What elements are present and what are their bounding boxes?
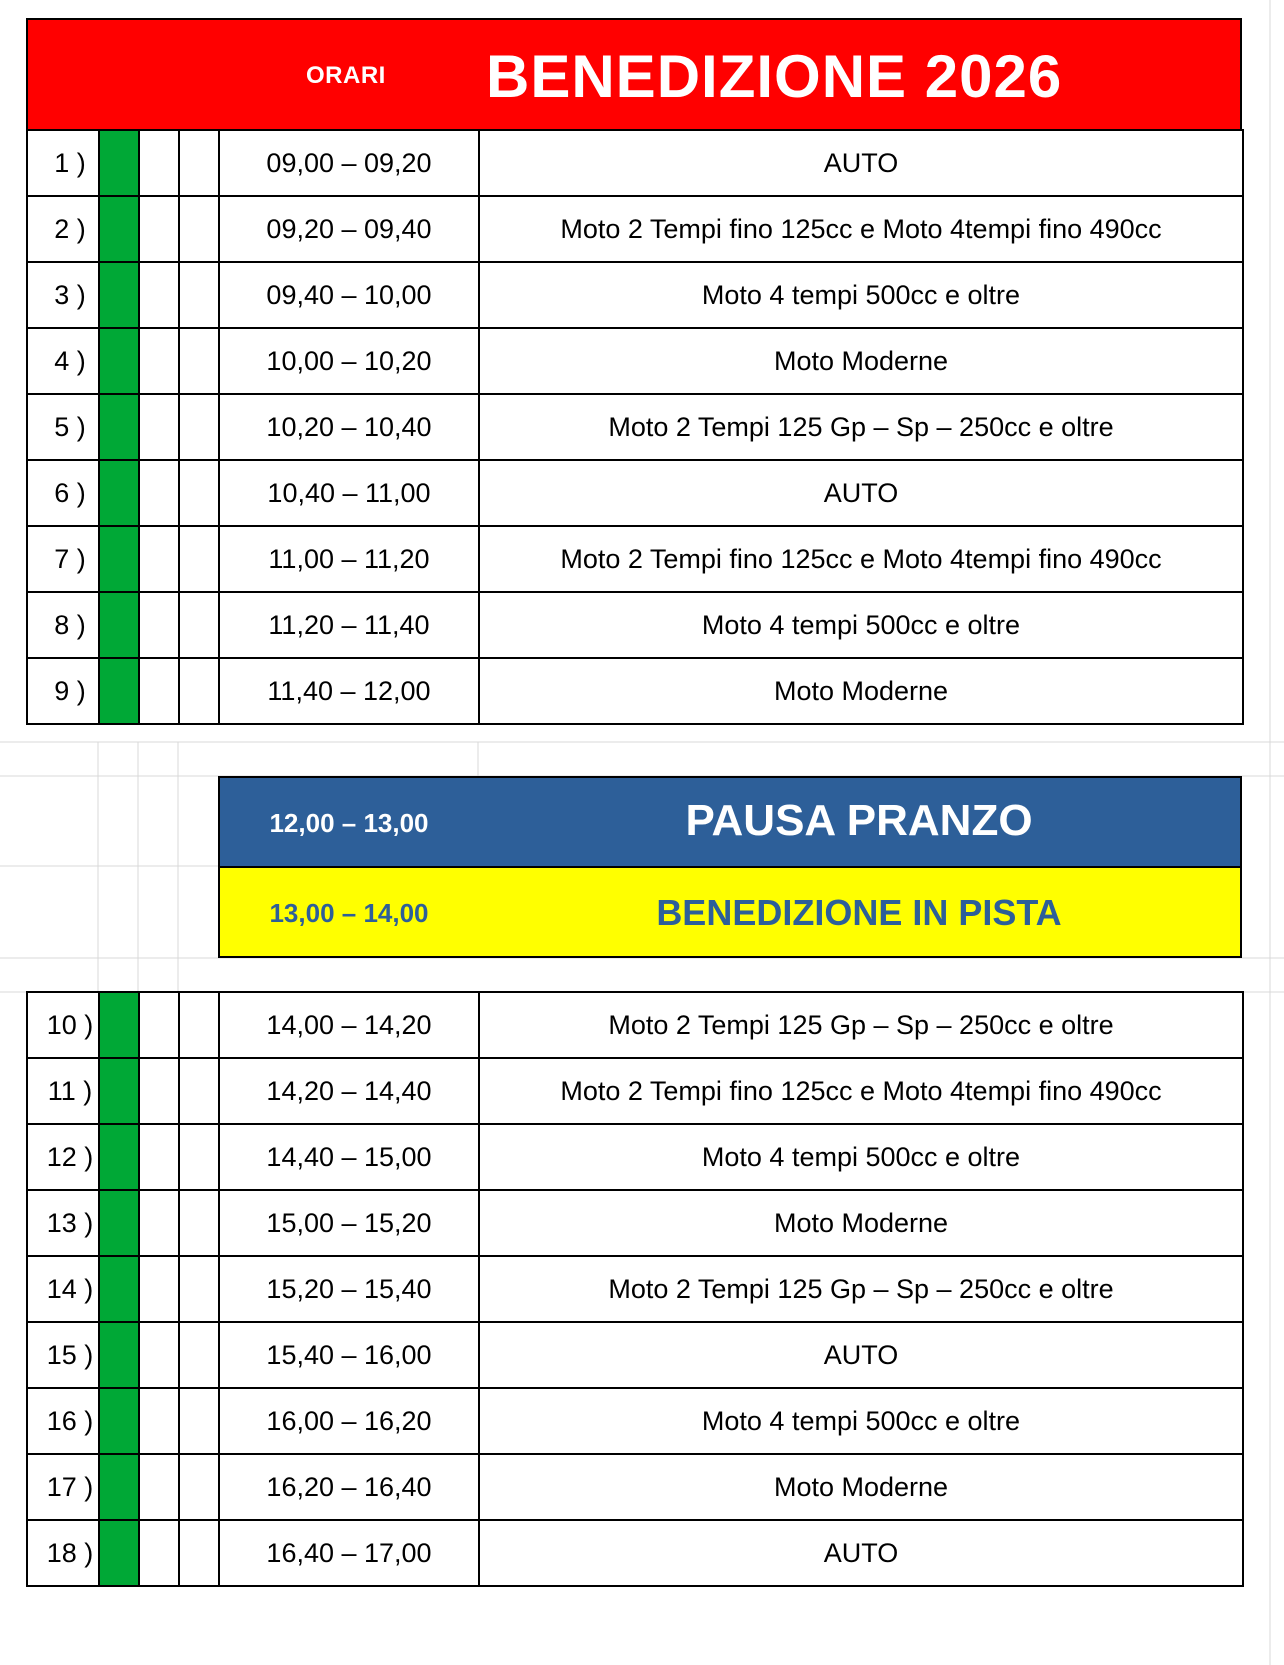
morning-schedule-table: [26, 129, 1244, 725]
track-blessing-band: [218, 866, 1242, 958]
lunch-break-time: 12,00 – 13,00: [269, 808, 429, 838]
status-marker: [99, 592, 139, 658]
category-label: Moto 4 tempi 500cc e oltre: [479, 262, 1243, 328]
status-marker: [99, 1322, 139, 1388]
empty-cell: [179, 658, 219, 724]
empty-cell: [179, 262, 219, 328]
category-label: Moto 2 Tempi 125 Gp – Sp – 250cc e oltre: [479, 992, 1243, 1058]
category-label: AUTO: [479, 130, 1243, 196]
row-number: 4 ): [27, 328, 99, 394]
row-number: 1 ): [27, 130, 99, 196]
time-slot: 14,00 – 14,20: [219, 992, 479, 1058]
lunch-break-label: PAUSA PRANZO: [685, 796, 1033, 845]
status-marker: [99, 992, 139, 1058]
empty-cell: [139, 328, 179, 394]
status-marker: [99, 196, 139, 262]
table-row: [27, 992, 1243, 1058]
row-number: 17 ): [27, 1454, 99, 1520]
time-slot: 15,20 – 15,40: [219, 1256, 479, 1322]
empty-cell: [179, 1124, 219, 1190]
empty-cell: [139, 1454, 179, 1520]
time-slot: 14,20 – 14,40: [219, 1058, 479, 1124]
time-slot: 11,00 – 11,20: [219, 526, 479, 592]
category-label: Moto Moderne: [479, 1190, 1243, 1256]
empty-cell: [179, 1190, 219, 1256]
category-label: Moto 2 Tempi 125 Gp – Sp – 250cc e oltre: [479, 394, 1243, 460]
table-row: [27, 460, 1243, 526]
empty-cell: [179, 328, 219, 394]
empty-cell: [139, 394, 179, 460]
time-slot: 16,20 – 16,40: [219, 1454, 479, 1520]
time-slot: 10,20 – 10,40: [219, 394, 479, 460]
row-number: 5 ): [27, 394, 99, 460]
table-row: [27, 328, 1243, 394]
row-number: 18 ): [27, 1520, 99, 1586]
empty-cell: [179, 1520, 219, 1586]
afternoon-schedule-table: [26, 991, 1244, 1587]
empty-cell: [139, 460, 179, 526]
time-slot: 09,00 – 09,20: [219, 130, 479, 196]
track-blessing-label: BENEDIZIONE IN PISTA: [656, 892, 1062, 933]
status-marker: [99, 460, 139, 526]
afternoon-rows: [27, 992, 1243, 1586]
title-banner: [26, 18, 1242, 131]
empty-cell: [179, 526, 219, 592]
empty-cell: [139, 658, 179, 724]
empty-cell: [139, 1256, 179, 1322]
category-label: Moto 2 Tempi fino 125cc e Moto 4tempi fino 490cc: [479, 526, 1243, 592]
row-number: 12 ): [27, 1124, 99, 1190]
empty-cell: [179, 1058, 219, 1124]
row-number: 15 ): [27, 1322, 99, 1388]
empty-cell: [139, 526, 179, 592]
empty-cell: [139, 1124, 179, 1190]
empty-cell: [139, 1058, 179, 1124]
empty-cell: [139, 592, 179, 658]
table-row: [27, 130, 1243, 196]
row-number: 8 ): [27, 592, 99, 658]
category-label: Moto Moderne: [479, 658, 1243, 724]
time-slot: 14,40 – 15,00: [219, 1124, 479, 1190]
time-slot: 16,40 – 17,00: [219, 1520, 479, 1586]
time-slot: 10,40 – 11,00: [219, 460, 479, 526]
empty-cell: [179, 992, 219, 1058]
category-label: AUTO: [479, 1520, 1243, 1586]
row-number: 7 ): [27, 526, 99, 592]
empty-cell: [139, 262, 179, 328]
empty-cell: [139, 1388, 179, 1454]
status-marker: [99, 1124, 139, 1190]
row-number: 14 ): [27, 1256, 99, 1322]
category-label: Moto 4 tempi 500cc e oltre: [479, 1124, 1243, 1190]
time-slot: 11,20 – 11,40: [219, 592, 479, 658]
row-number: 9 ): [27, 658, 99, 724]
empty-cell: [139, 992, 179, 1058]
table-row: [27, 196, 1243, 262]
table-row: [27, 1520, 1243, 1586]
status-marker: [99, 394, 139, 460]
morning-rows: [27, 130, 1243, 724]
category-label: Moto 4 tempi 500cc e oltre: [479, 592, 1243, 658]
empty-cell: [179, 1454, 219, 1520]
empty-cell: [179, 394, 219, 460]
category-label: Moto 2 Tempi fino 125cc e Moto 4tempi fino 490cc: [479, 1058, 1243, 1124]
empty-cell: [139, 196, 179, 262]
table-row: [27, 1124, 1243, 1190]
row-number: 3 ): [27, 262, 99, 328]
status-marker: [99, 526, 139, 592]
status-marker: [99, 130, 139, 196]
status-marker: [99, 262, 139, 328]
category-label: Moto 2 Tempi 125 Gp – Sp – 250cc e oltre: [479, 1256, 1243, 1322]
empty-cell: [179, 460, 219, 526]
status-marker: [99, 658, 139, 724]
status-marker: [99, 328, 139, 394]
empty-cell: [179, 130, 219, 196]
empty-cell: [179, 1322, 219, 1388]
empty-cell: [139, 1520, 179, 1586]
row-number: 13 ): [27, 1190, 99, 1256]
category-label: Moto Moderne: [479, 1454, 1243, 1520]
table-row: [27, 658, 1243, 724]
row-number: 11 ): [27, 1058, 99, 1124]
row-number: 16 ): [27, 1388, 99, 1454]
category-label: Moto 4 tempi 500cc e oltre: [479, 1388, 1243, 1454]
table-row: [27, 262, 1243, 328]
category-label: AUTO: [479, 1322, 1243, 1388]
row-number: 2 ): [27, 196, 99, 262]
empty-cell: [179, 592, 219, 658]
table-row: [27, 1388, 1243, 1454]
time-slot: 15,00 – 15,20: [219, 1190, 479, 1256]
status-marker: [99, 1388, 139, 1454]
time-slot: 15,40 – 16,00: [219, 1322, 479, 1388]
category-label: Moto 2 Tempi fino 125cc e Moto 4tempi fino 490cc: [479, 196, 1243, 262]
category-label: Moto Moderne: [479, 328, 1243, 394]
table-row: [27, 1058, 1243, 1124]
table-row: [27, 1454, 1243, 1520]
row-number: 6 ): [27, 460, 99, 526]
track-blessing-time: 13,00 – 14,00: [269, 898, 429, 928]
status-marker: [99, 1454, 139, 1520]
empty-cell: [139, 1322, 179, 1388]
empty-cell: [179, 1256, 219, 1322]
status-marker: [99, 1058, 139, 1124]
empty-cell: [139, 130, 179, 196]
time-slot: 16,00 – 16,20: [219, 1388, 479, 1454]
status-marker: [99, 1256, 139, 1322]
time-slot: 09,40 – 10,00: [219, 262, 479, 328]
row-number: 10 ): [27, 992, 99, 1058]
time-slot: 10,00 – 10,20: [219, 328, 479, 394]
orari-label: ORARI: [306, 62, 386, 89]
lunch-break-band: [218, 776, 1242, 868]
table-row: [27, 394, 1243, 460]
empty-cell: [179, 1388, 219, 1454]
table-row: [27, 1322, 1243, 1388]
time-slot: 11,40 – 12,00: [219, 658, 479, 724]
empty-cell: [179, 196, 219, 262]
table-row: [27, 1256, 1243, 1322]
empty-cell: [139, 1190, 179, 1256]
status-marker: [99, 1520, 139, 1586]
category-label: AUTO: [479, 460, 1243, 526]
table-row: [27, 526, 1243, 592]
time-slot: 09,20 – 09,40: [219, 196, 479, 262]
page-title: BENEDIZIONE 2026: [486, 43, 1063, 110]
table-row: [27, 592, 1243, 658]
table-row: [27, 1190, 1243, 1256]
status-marker: [99, 1190, 139, 1256]
